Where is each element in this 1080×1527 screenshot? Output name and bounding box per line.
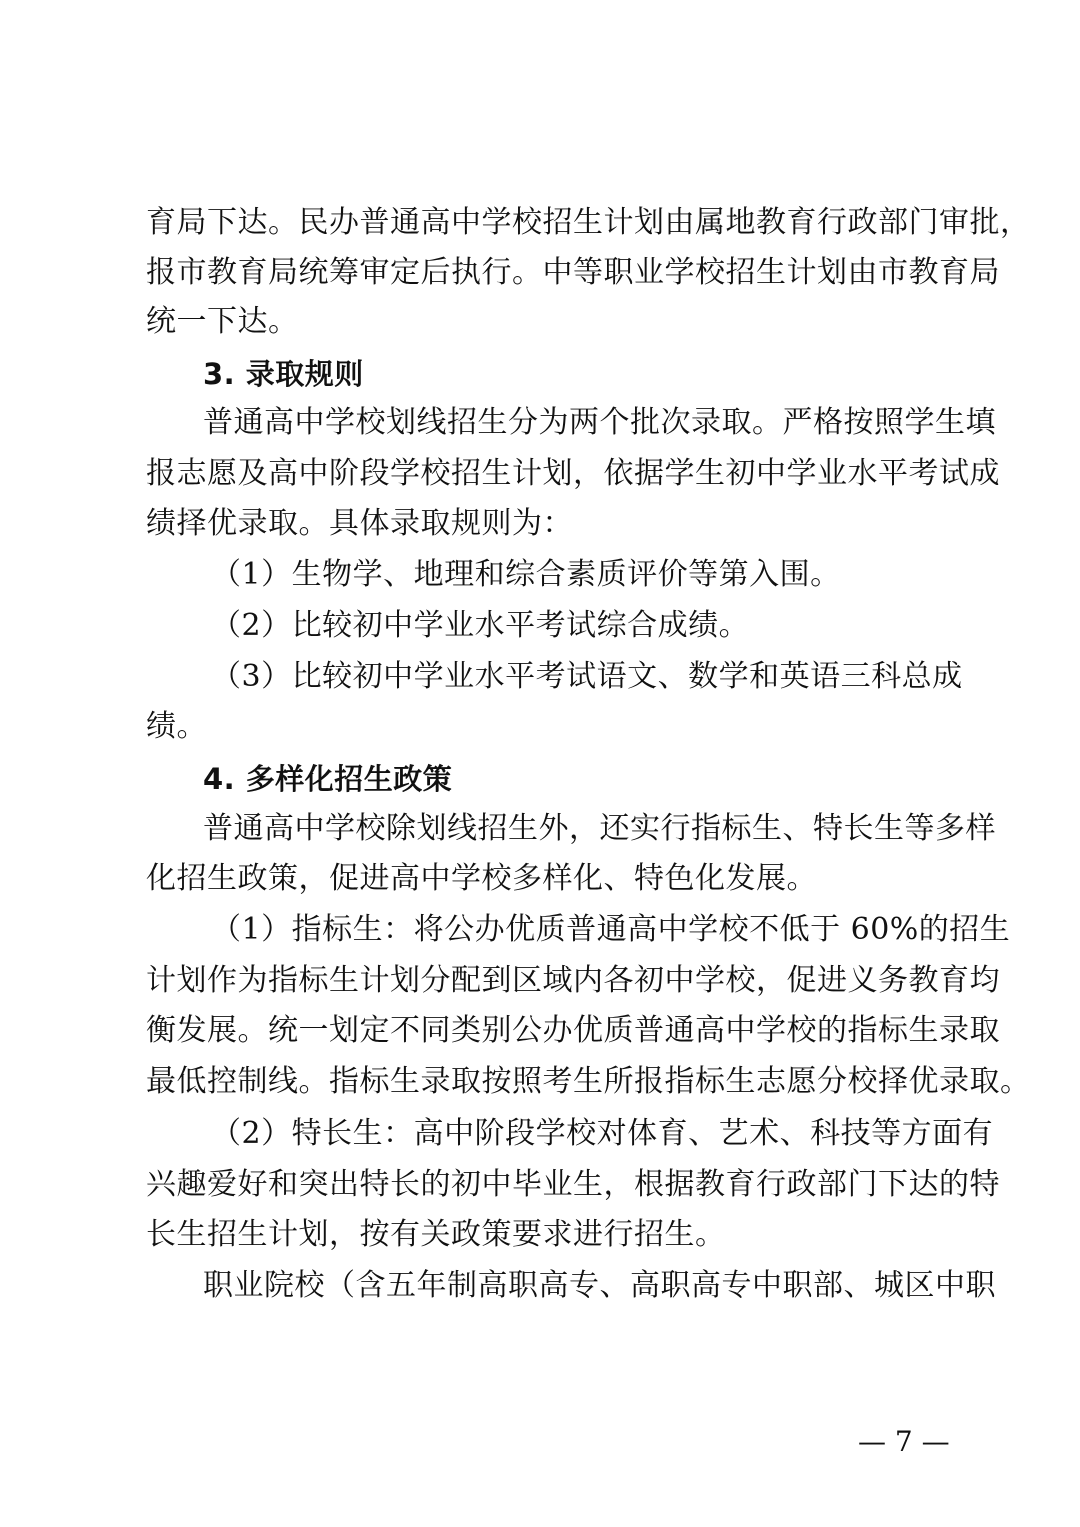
list-item: （2）比较初中学业水平考试综合成绩。 [211,608,750,643]
page-number: — 7 — [858,1425,950,1458]
body-text-line: 报志愿及高中阶段学校招生计划，依据学生初中学业水平考试成 [146,456,1000,491]
body-text-line: 育局下达。民办普通高中学校招生计划由属地教育行政部门审批， [146,205,1031,240]
section-heading: 3. 录取规则 [203,357,364,391]
body-text-line: 计划作为指标生计划分配到区域内各初中学校，促进义务教育均 [146,963,1000,998]
body-text-line: 化招生政策，促进高中学校多样化、特色化发展。 [146,861,817,896]
body-text-line: 绩。 [146,709,207,744]
list-item: （2）特长生：高中阶段学校对体育、艺术、科技等方面有 [211,1116,994,1151]
list-item: （3）比较初中学业水平考试语文、数学和英语三科总成 [211,659,963,694]
body-text-line: 报市教育局统筹审定后执行。中等职业学校招生计划由市教育局 [146,255,1000,290]
body-text-line: 职业院校（含五年制高职高专、高职高专中职部、城区中职 [203,1268,996,1303]
body-text-line: 最低控制线。指标生录取按照考生所报指标生志愿分校择优录取。 [146,1064,1031,1099]
body-text-line: 绩择优录取。具体录取规则为： [146,506,573,541]
body-text-line: 普通高中学校除划线招生外，还实行指标生、特长生等多样 [203,811,996,846]
list-item: （1）指标生：将公办优质普通高中学校不低于 60%的招生 [211,912,1011,947]
body-text-line: 长生招生计划，按有关政策要求进行招生。 [146,1217,726,1252]
section-heading: 4. 多样化招生政策 [203,762,453,796]
body-text-line: 衡发展。统一划定不同类别公办优质普通高中学校的指标生录取 [146,1013,1000,1048]
list-item: （1）生物学、地理和综合素质评价等第入围。 [211,557,841,592]
body-text-line: 兴趣爱好和突出特长的初中毕业生，根据教育行政部门下达的特 [146,1167,1000,1202]
body-text-line: 统一下达。 [146,304,299,339]
body-text-line: 普通高中学校划线招生分为两个批次录取。严格按照学生填 [203,405,996,440]
